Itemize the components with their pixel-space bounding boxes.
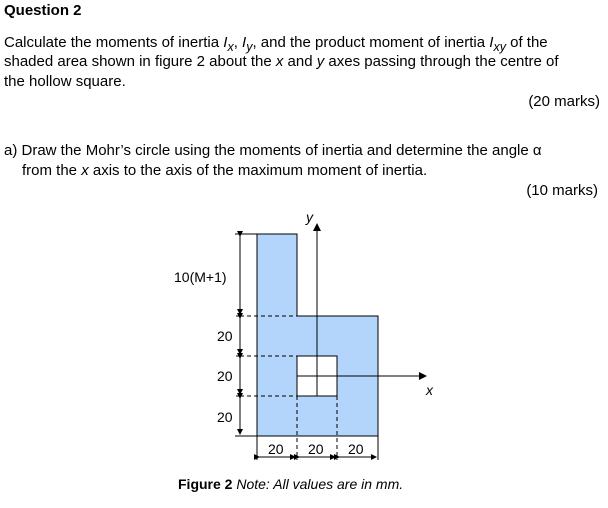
question-line-1: Calculate the moments of inertia $I_x$, $I_y$, and the product moment of inertia $I_{xy}$ of the bbox=[4, 34, 548, 54]
dim-bottom-label-3: 20 bbox=[348, 441, 364, 457]
figure-caption: Figure 2 Note: All values are in mm. bbox=[178, 476, 404, 492]
y-axis-label: y bbox=[306, 209, 313, 225]
dimension-left bbox=[236, 236, 244, 434]
part-a-line-1: a) Draw the Mohr’s circle using the moments of inertia and determine the angle α bbox=[4, 142, 542, 159]
x-axis-label: x bbox=[426, 382, 433, 398]
dim-left-label-3: 20 bbox=[217, 409, 233, 425]
question-line-2: shaded area shown in figure 2 about the x and y axes passing through the centre of bbox=[4, 53, 559, 70]
dim-top-label: 10(M+1) bbox=[174, 269, 227, 285]
alpha-symbol: α bbox=[532, 142, 542, 159]
dim-bottom-label-1: 20 bbox=[268, 441, 284, 457]
question-title: Question 2 bbox=[4, 2, 82, 19]
part-a-marks: (10 marks) bbox=[526, 182, 598, 199]
dim-left-label-2: 20 bbox=[217, 368, 233, 384]
question-line-3: the hollow square. bbox=[4, 73, 126, 90]
dim-left-label-1: 20 bbox=[217, 328, 233, 344]
part-a-line-2: from the x axis to the axis of the maximum moment of inertia. bbox=[22, 162, 428, 179]
dim-bottom-label-2: 20 bbox=[308, 441, 324, 457]
question-marks: (20 marks) bbox=[528, 93, 600, 110]
